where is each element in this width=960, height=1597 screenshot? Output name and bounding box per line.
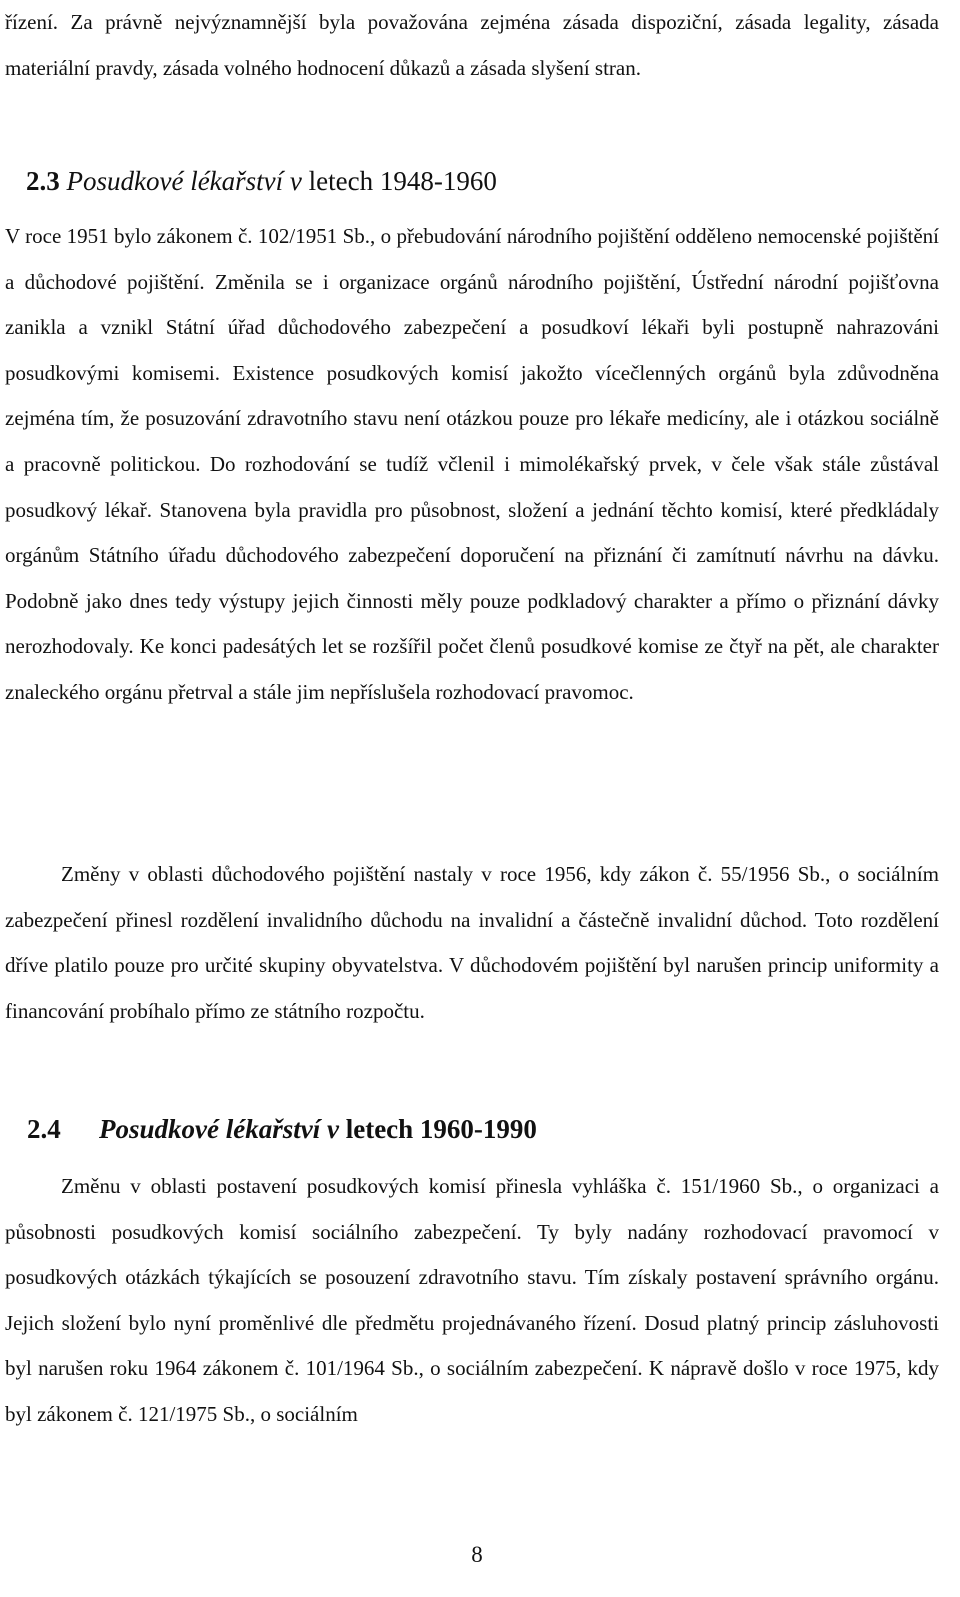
section-heading-2-3 [26, 165, 497, 197]
section-heading-2-4 [27, 1113, 537, 1145]
body-paragraph: Změny v oblasti důchodového pojištění nastaly v roce 1956, kdy zákon č. 55/1956 Sb., o sociálním zabezpečení přinesl rozdělení invalidního důchodu na invalidní a částečně invalidní důchod. Toto rozdělení dříve platilo pouze pro určité skupiny obyvatelstva. V důchodovém pojištění byl narušen princip uniformity a financování probíhalo přímo ze státního rozpočtu. [5, 862, 939, 1023]
section-title-italic: Posudkové lékařství v [66, 166, 302, 196]
body-paragraph: V roce 1951 bylo zákonem č. 102/1951 Sb., o přebudování národního pojištění odděleno nemocenské pojištění a důchodové pojištění. Změnila se i organizace orgánů národního pojištění, Ústřední národní pojišťovna zanikla a vznikl Státní úřad důchodového zabezpečení a posudkoví lékaři byli postupně nahrazováni posudkovými komisemi. Existence posudkových komisí jakožto vícečlenných orgánů byla zdůvodněna zejména tím, že posuzování zdravotního stavu není otázkou pouze pro lékaře medicíny, ale i otázkou sociálně a pracovně politickou. Do rozhodování se tudíž včlenil i mimolékařský prvek, v čele však stále zůstával posudkový lékař. Stanovena byla pravidla pro působnost, složení a jednání těchto komisí, které předkládaly orgánům Státního úřadu důchodového zabezpečení doporučení na přiznání či zamítnutí návrhu na dávku. Podobně jako dnes tedy výstupy jejich činnosti měly pouze podkladový charakter a přímo o přiznání dávky nerozhodovaly. Ke konci padesátých let se rozšířil počet členů posudkové komise ze čtyř na pět, ale charakter znaleckého orgánu přetrval a stále jim nepříslušela rozhodovací pravomoc. [5, 224, 939, 704]
section-title-rest: letech 1948-1960 [308, 166, 497, 196]
body-paragraph: Změnu v oblasti postavení posudkových komisí přinesla vyhláška č. 151/1960 Sb., o organizaci a působnosti posudkových komisí sociálního zabezpečení. Ty byly nadány rozhodovací pravomocí v posudkových otázkách týkajících se posouzení zdravotního stavu. Tím získaly postavení správního orgánu. Jejich složení bylo nyní proměnlivé dle předmětu projednávaného řízení. Dosud platný princip zásluhovosti byl narušen roku 1964 zákonem č. 101/1964 Sb., o sociálním zabezpečení. K nápravě došlo v roce 1975, kdy byl zákonem č. 121/1975 Sb., o sociálním [5, 1174, 939, 1426]
section-title-italic: Posudkové lékařství v [99, 1114, 339, 1144]
section-title-rest: letech 1960-1990 [345, 1114, 537, 1144]
section-number: 2.3 [26, 166, 60, 196]
intro-paragraph: řízení. Za právně nejvýznamnější byla považována zejména zásada dispoziční, zásada legality, zásada materiální pravdy, zásada volného hodnocení důkazů a zásada slyšení stran. [5, 10, 939, 80]
section-number: 2.4 [27, 1114, 61, 1144]
page-number: 8 [471, 1542, 483, 1567]
